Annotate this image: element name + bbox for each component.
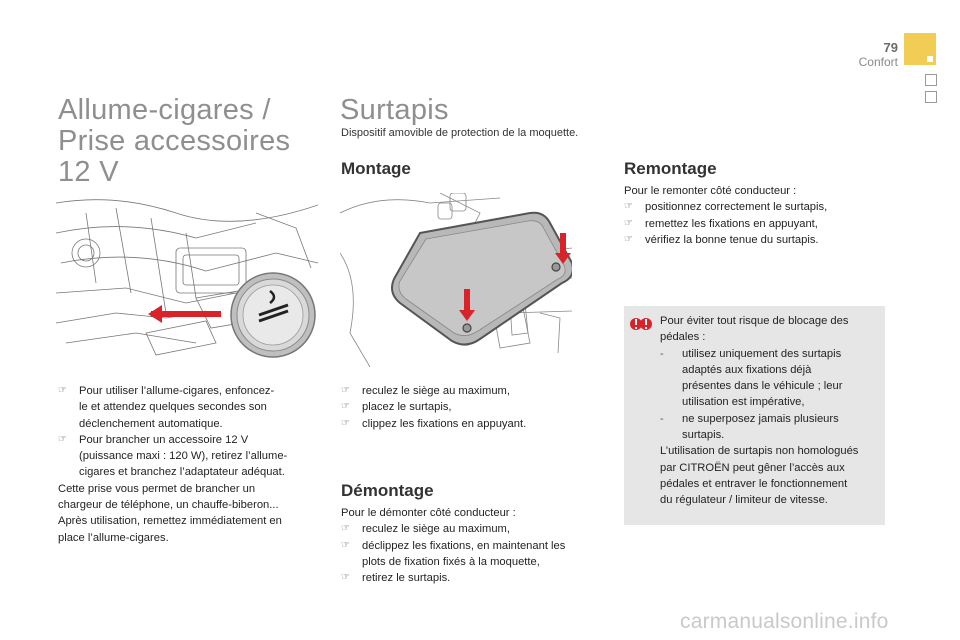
cigar-lighter-title: Allume-cigares / Prise accessoires 12 V xyxy=(58,94,291,188)
pointing-finger-icon: ☞ xyxy=(624,217,633,229)
paragraph: Cette prise vous permet de brancher un chargeur de téléphone, un chauffe-biberon... Après utilisation, remettez immédiatement en place l’allume-cigares. xyxy=(58,482,282,544)
pointing-finger-icon: ☞ xyxy=(624,233,633,245)
remontage-intro: Pour le remonter côté conducteur : xyxy=(624,185,797,197)
cigar-lighter-text xyxy=(58,383,320,546)
pointing-finger-icon: ☞ xyxy=(341,539,350,551)
pointing-finger-icon: ☞ xyxy=(341,417,350,429)
warning-text: Pour éviter tout risque de blocage des pédales : - utilisez uniquement des surtapis adaptés aux fixations déjà présentes dans le véhicule ; leur utilisation est impérative, - ne superposez jamais plusieurs surtapis. L’utilisation de surtapis non homologués par CITROËN peut gêner l’accès aux pédales et entraver le fonctionnement du régulateur / limiteur de vitesse. xyxy=(660,313,882,509)
list-item: ☞ retirez le surtapis. xyxy=(341,570,606,586)
lighter-knob-closeup xyxy=(231,273,315,357)
list-item: ☞ déclippez les fixations, en maintenant les plots de fixation fixés à la moquette, xyxy=(341,538,606,571)
pointing-finger-icon: ☞ xyxy=(624,201,633,213)
pointing-finger-icon: ☞ xyxy=(341,385,350,396)
watermark[interactable]: carmanualsonline.info xyxy=(680,610,889,633)
remontage-list xyxy=(624,183,889,248)
section-name: Confort xyxy=(858,55,898,69)
chapter-tab[interactable] xyxy=(925,74,937,86)
pointing-finger-icon: ☞ xyxy=(58,433,67,445)
list-item: ☞ positionnez correctement le surtapis, xyxy=(624,199,889,215)
list-item: ☞ remettez les fixations en appuyant, xyxy=(624,216,889,232)
mat-title: Surtapis xyxy=(340,94,449,126)
montage-list xyxy=(341,383,606,432)
page-number: 79 xyxy=(883,40,898,55)
pointing-finger-icon: ☞ xyxy=(58,385,67,396)
cigar-lighter-illustration xyxy=(56,193,318,368)
list-item: ☞ Pour utiliser l’allume-cigares, enfoncez- le et attendez quelques secondes son déclenchement automatique. xyxy=(58,383,320,432)
chapter-tab[interactable] xyxy=(925,91,937,103)
mat-subtitle: Dispositif amovible de protection de la moquette. xyxy=(341,127,579,139)
list-item: ☞ placez le surtapis, xyxy=(341,399,606,415)
pointing-finger-icon: ☞ xyxy=(341,523,350,535)
list-item: ☞ reculez le siège au maximum, xyxy=(341,383,606,399)
list-item: - ne superposez jamais plusieurs surtapis. xyxy=(660,412,839,442)
demontage-list xyxy=(341,505,606,586)
demontage-intro: Pour le démonter côté conducteur : xyxy=(341,507,516,519)
list-item: ☞ clippez les fixations en appuyant. xyxy=(341,416,606,432)
demontage-heading: Démontage xyxy=(341,481,434,500)
remontage-heading: Remontage xyxy=(624,159,717,178)
list-item: ☞ vérifiez la bonne tenue du surtapis. xyxy=(624,232,889,248)
pointing-finger-icon: ☞ xyxy=(341,572,350,584)
floor-mat-illustration xyxy=(340,193,572,367)
list-item: ☞ reculez le siège au maximum, xyxy=(341,521,606,537)
montage-heading: Montage xyxy=(341,159,411,178)
pointing-finger-icon: ☞ xyxy=(341,401,350,413)
list-item: - utilisez uniquement des surtapis adaptés aux fixations déjà présentes dans le véhicule ; leur utilisation est impérative, xyxy=(660,347,843,409)
chapter-tab-active[interactable] xyxy=(904,33,936,65)
warning-icon xyxy=(630,313,652,335)
list-item: ☞ Pour brancher un accessoire 12 V (puissance maxi : 120 W), retirez l’allume- cigares et branchez l’adaptateur adéquat. xyxy=(58,432,320,481)
